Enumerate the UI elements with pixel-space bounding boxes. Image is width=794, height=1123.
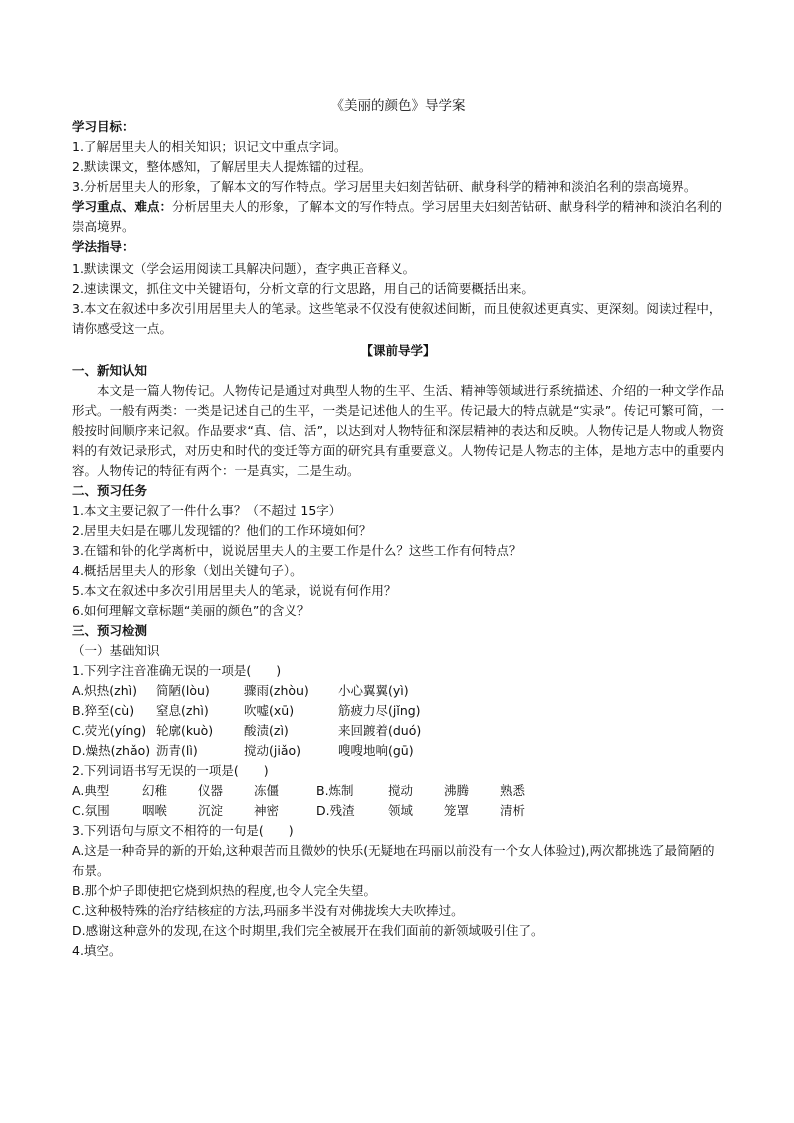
- question4-stem: 4.填空。: [72, 943, 122, 958]
- focus-paragraph: [72, 197, 724, 237]
- word-cell: 搅动: [388, 783, 414, 798]
- option-cell: 酸渍(zì): [244, 723, 289, 738]
- question1-stem: 1.下列字注音准确无误的一项是( ): [72, 663, 282, 678]
- option-cell: C.荧光(yíng): [72, 723, 147, 738]
- word-cell: 沸腾: [444, 783, 470, 798]
- section1-heading: 一、新知认知: [72, 363, 148, 378]
- question2-option-row: [72, 781, 724, 801]
- page-title: 《美丽的颜色》导学案: [330, 98, 466, 114]
- objective-item: 2.默读课文，整体感知，了解居里夫人提炼镭的过程。: [72, 159, 372, 174]
- document-page: [72, 96, 724, 961]
- option-cell: 搅动(jiǎo): [244, 743, 302, 758]
- section3-heading: 三、预习检测: [72, 623, 148, 638]
- question3-stem: 3.下列语句与原文不相符的一句是( ): [72, 823, 294, 838]
- focus-label: 学习重点、难点：: [72, 199, 173, 214]
- word-cell: 幻稚: [142, 783, 168, 798]
- option-cell: 沥青(lì): [156, 743, 198, 758]
- word-cell: 笼罩: [444, 803, 470, 818]
- option-cell: D.燥热(zhǎo): [72, 743, 151, 758]
- word-cell: 仪器: [198, 783, 224, 798]
- option-cell: 简陋(lòu): [156, 683, 210, 698]
- option-cell: 小心翼翼(yì): [338, 683, 409, 698]
- word-cell: A.典型: [72, 783, 110, 798]
- task-item: 2.居里夫妇是在哪儿发现镭的？他们的工作环境如何？: [72, 523, 372, 538]
- option-cell: 嗖嗖地响(gū): [338, 743, 414, 758]
- objective-item: 3.分析居里夫人的形象，了解本文的写作特点。学习居里夫妇刻苦钻研、献身科学的精神和淡泊名利的崇高境界。: [72, 179, 697, 194]
- question3-option: A.这是一种奇异的新的开始,这种艰苦而且微妙的快乐(无疑地在玛丽以前没有一个女人体验过),两次都挑选了最简陋的布景。: [72, 843, 715, 878]
- section2-heading: 二、预习任务: [72, 483, 148, 498]
- word-cell: 冻僵: [254, 783, 280, 798]
- word-cell: 清析: [500, 803, 526, 818]
- question3-option: D.感谢这种意外的发现,在这个时期里,我们完全被展开在我们面前的新领域吸引住了。: [72, 923, 544, 938]
- task-item: 5.本文在叙述中多次引用居里夫人的笔录，说说有何作用？: [72, 583, 397, 598]
- question2-stem: 2.下列词语书写无误的一项是( ): [72, 763, 269, 778]
- question3-option: C.这种极特殊的治疗结核症的方法,玛丽多半没有对佛拢埃大夫吹捧过。: [72, 903, 464, 918]
- task-item: 1.本文主要记叙了一件什么事？（不超过 15字）: [72, 503, 342, 518]
- section1-text: 本文是一篇人物传记。人物传记是通过对典型人物的生平、生活、精神等领域进行系统描述、介绍的一种文学作品形式。一般有两类：一类是记述自己的生平，一类是记述他人的生平。传记最大的特点就是“实录”。传记可繁可简，一般按时间顺序来记叙。作品要求“真、信、活”，以达到对人物特征和深层精神的表达和反映。人物传记是人物或人物资料的有效记录形式，对历史和时代的变迁等方面的研究具有重要意义。人物传记是人物志的主体，是地方志中的重要内容。人物传记的特征有两个：一是真实，二是生动。: [72, 383, 724, 478]
- option-cell: 来回踱着(duó): [338, 723, 422, 738]
- word-cell: 领域: [388, 803, 414, 818]
- question1-option-row: [72, 701, 724, 721]
- question1-option-row: [72, 721, 724, 741]
- objective-item: 1.了解居里夫人的相关知识；识记文中重点字词。: [72, 139, 347, 154]
- question1-option-row: [72, 681, 724, 701]
- option-cell: 吹嘘(xū): [244, 703, 295, 718]
- method-item: 3.本文在叙述中多次引用居里夫人的笔录。这些笔录不仅没有使叙述间断，而且使叙述更真实、更深刻。阅读过程中，请你感受这一点。: [72, 301, 722, 336]
- focus-text: 分析居里夫人的形象，了解本文的写作特点。学习居里夫妇刻苦钻研、献身科学的精神和淡泊名利的崇高境界。: [72, 199, 723, 234]
- question3-option: B.那个炉子即使把它烧到炽热的程度,也令人完全失望。: [72, 883, 377, 898]
- objectives-heading: 学习目标：: [72, 119, 135, 134]
- option-cell: 筋疲力尽(jǐng): [338, 703, 421, 718]
- method-heading: 学法指导：: [72, 239, 135, 254]
- method-item: 2.速读课文，抓住文中关键语句，分析文章的行文思路，用自己的话简要概括出来。: [72, 281, 534, 296]
- option-cell: 轮廓(kuò): [156, 723, 214, 738]
- question1-option-row: [72, 741, 724, 761]
- word-cell: C.氛围: [72, 803, 110, 818]
- method-item: 1.默读课文（学会运用阅读工具解决问题），查字典正音释义。: [72, 261, 416, 276]
- task-item: 6.如何理解文章标题“美丽的颜色”的含义？: [72, 603, 310, 618]
- word-cell: 神密: [254, 803, 280, 818]
- option-cell: A.炽热(zhì): [72, 683, 138, 698]
- section3-subheading: （一）基础知识: [72, 643, 160, 658]
- task-item: 3.在镭和钋的化学离析中，说说居里夫人的主要工作是什么？这些工作有何特点？: [72, 543, 522, 558]
- option-cell: 骤雨(zhòu): [244, 683, 309, 698]
- option-cell: B.猝至(cù): [72, 703, 135, 718]
- word-cell: 熟悉: [500, 783, 526, 798]
- word-cell: D.残渣: [316, 803, 355, 818]
- word-cell: 咽喉: [142, 803, 168, 818]
- pre-section-heading: 【课前导学】: [360, 343, 436, 358]
- word-cell: 沉淀: [198, 803, 224, 818]
- option-cell: 窒息(zhì): [156, 703, 209, 718]
- task-item: 4.概括居里夫人的形象（划出关键句子）。: [72, 563, 303, 578]
- question2-option-row: [72, 801, 724, 821]
- word-cell: B.炼制: [316, 783, 354, 798]
